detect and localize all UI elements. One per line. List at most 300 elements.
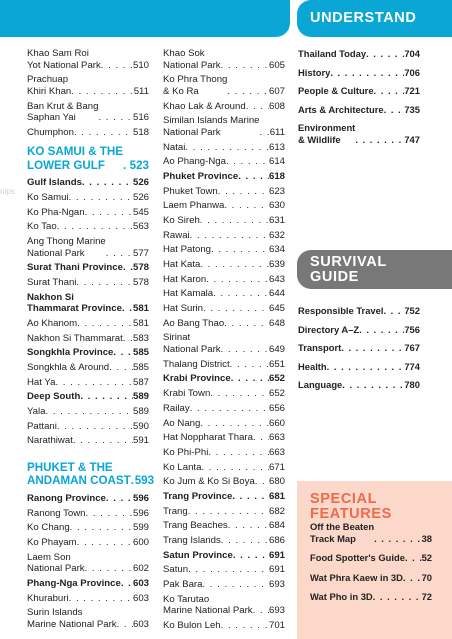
dot-leader: [233, 550, 269, 562]
toc-entry-title: Nakhon Si Thammarat: [27, 332, 123, 344]
toc-entry-title: History: [298, 66, 331, 78]
toc-entry-page: 691: [268, 549, 285, 561]
toc-entry-page: 645: [268, 303, 285, 315]
toc-entry-page: 585: [132, 362, 149, 373]
dot-leader: [231, 373, 269, 385]
toc-entry[interactable]: [163, 115, 285, 138]
toc-entry-page: 38: [421, 532, 432, 544]
survival-list: [298, 305, 420, 398]
dot-leader: [77, 318, 133, 330]
toc-entry-title: Satun: [163, 564, 189, 576]
toc-entry-title: Phuket Province: [163, 170, 239, 182]
toc-entry-title: Language: [298, 379, 343, 391]
toc-entry-page: 704: [404, 48, 420, 59]
toc-entry-page: 599: [132, 522, 149, 534]
toc-entry[interactable]: [298, 379, 420, 391]
dot-leader: [213, 288, 269, 300]
toc-entry-page: 649: [268, 344, 285, 356]
dot-leader: [57, 421, 133, 433]
dot-leader: [200, 215, 269, 227]
toc-entry-title: Pak Bara: [163, 579, 203, 591]
dot-leader: [70, 522, 133, 534]
toc-entry-title: Health: [298, 360, 327, 372]
toc-entry-page: 752: [404, 305, 420, 316]
toc-entry-page: 516: [132, 112, 149, 124]
toc-entry[interactable]: [163, 288, 285, 300]
toc-entry[interactable]: [27, 292, 149, 315]
dot-leader: [190, 230, 269, 242]
dot-leader: [82, 177, 133, 189]
toc-entry-title: Krabi Province: [163, 373, 231, 385]
toc-entry[interactable]: [27, 537, 149, 549]
dot-leader: [230, 359, 269, 371]
dot-leader: [226, 156, 269, 168]
toc-entry-title: Arts & Architecture: [298, 103, 384, 115]
dot-leader: [122, 303, 133, 315]
toc-entry-page: 681: [268, 490, 285, 502]
dot-leader: [86, 508, 133, 520]
special-features-heading: SPECIAL FEATURES: [310, 491, 392, 522]
toc-entry[interactable]: [298, 361, 420, 373]
toc-entry-title: Nakhon Si Thammarat Province: [27, 291, 122, 315]
dot-leader: [221, 344, 269, 356]
toc-entry[interactable]: [163, 156, 285, 168]
toc-entry-page: 581: [132, 317, 149, 329]
toc-entry-page: 605: [268, 59, 285, 71]
toc-entry-page: 693: [268, 605, 285, 617]
dot-leader: [55, 377, 133, 389]
toc-entry-title: Food Spotter's Guide: [310, 552, 405, 564]
toc-entry[interactable]: [163, 550, 285, 562]
toc-entry[interactable]: [27, 277, 149, 289]
toc-entry-title: Responsible Travel: [298, 305, 384, 316]
toc-entry-title: Hat Karon: [163, 273, 207, 285]
dot-leader: [260, 127, 270, 139]
toc-entry[interactable]: [163, 359, 285, 371]
toc-entry-page: 648: [268, 317, 285, 329]
dot-leader: [76, 277, 133, 289]
dot-leader: [101, 60, 133, 72]
toc-entry[interactable]: [163, 303, 285, 315]
toc-entry[interactable]: [298, 342, 420, 354]
toc-entry-page: 600: [132, 536, 149, 548]
toc-entry[interactable]: [27, 522, 149, 534]
toc-entry-title: Yala: [27, 406, 46, 418]
toc-entry-page: 518: [132, 126, 149, 138]
toc-entry[interactable]: [310, 521, 432, 544]
toc-entry-title: Ao Khanom: [27, 317, 78, 329]
toc-entry[interactable]: [310, 591, 432, 603]
toc-entry-title: Similan Islands Marine National Park: [163, 115, 260, 138]
toc-entry[interactable]: [163, 594, 285, 617]
toc-entry-page: 613: [268, 141, 285, 153]
toc-entry[interactable]: [163, 244, 285, 256]
toc-entry-title: Hat Kata: [163, 259, 201, 271]
toc-entry-title: Deep South: [27, 391, 81, 403]
dot-leader: [123, 262, 133, 274]
toc-entry[interactable]: [27, 508, 149, 520]
toc-entry[interactable]: [27, 236, 149, 259]
toc-entry[interactable]: [163, 373, 285, 385]
toc-entry[interactable]: [163, 48, 285, 71]
dot-leader: [374, 85, 405, 97]
toc-entry-title: Khao Sam Roi Yot National Park: [27, 48, 101, 71]
toc-entry[interactable]: [27, 333, 149, 345]
toc-entry[interactable]: [27, 593, 149, 605]
dot-leader: [228, 520, 269, 532]
toc-entry-page: 644: [268, 288, 285, 300]
toc-entry-title: Ang Thong Marine National Park: [27, 236, 106, 259]
toc-entry[interactable]: [27, 435, 149, 447]
toc-entry[interactable]: [298, 67, 420, 79]
toc-entry-page: 643: [268, 273, 285, 285]
toc-entry-page: 756: [404, 323, 420, 335]
dot-leader: [221, 535, 269, 547]
toc-entry-title: Laem Phanwa: [163, 200, 225, 212]
toc-entry-page: 706: [404, 66, 420, 78]
toc-entry-title: Ko Tarutao Marine National Park: [163, 593, 253, 617]
toc-entry[interactable]: [310, 552, 432, 564]
toc-entry-page: 652: [268, 373, 285, 385]
toc-entry[interactable]: [163, 74, 285, 97]
dot-leader: [202, 579, 269, 591]
toc-entry-page: 701: [268, 620, 285, 632]
toc-entry[interactable]: [27, 421, 149, 433]
dot-leader: [255, 476, 269, 488]
dot-leader: [69, 593, 133, 605]
dot-leader: [190, 403, 269, 415]
toc-entry[interactable]: [27, 347, 149, 359]
toc-entry-page: 511: [133, 85, 149, 97]
toc-entry-page: 526: [132, 191, 149, 203]
dot-leader: [74, 127, 133, 139]
toc-entry-page: 603: [132, 618, 149, 630]
toc-entry-page: 70: [421, 571, 432, 583]
toc-entry[interactable]: [163, 447, 285, 459]
toc-entry[interactable]: [163, 506, 285, 518]
toc-entry-page: 671: [268, 461, 285, 473]
toc-entry-title: Sirinat National Park: [163, 332, 221, 356]
toc-entry[interactable]: [27, 493, 149, 505]
toc-entry-title: Ko Tao: [27, 221, 57, 233]
toc-entry-title: Ko Phi-Phi: [163, 446, 209, 458]
toc-entry-page: 545: [132, 206, 149, 218]
toc-column-left: [27, 48, 155, 634]
dot-leader: [221, 620, 269, 632]
toc-entry-page: 632: [268, 229, 285, 241]
toc-entry[interactable]: [27, 318, 149, 330]
section-title-phuket[interactable]: PHUKET & THE ANDAMAN COAST . . . 593: [27, 461, 149, 488]
toc-entry-title: Surat Thani Province: [27, 262, 123, 274]
dot-leader: [121, 578, 133, 590]
dot-leader: [374, 533, 421, 545]
dot-leader: [208, 447, 269, 459]
toc-entry[interactable]: [163, 186, 285, 198]
toc-entry-page: 589: [132, 391, 149, 403]
toc-entry-title: Trang Province: [163, 490, 233, 502]
toc-entry-title: Environment & Wildlife: [298, 122, 356, 145]
toc-entry-title: Ao Bang Thao: [163, 317, 225, 329]
toc-entry[interactable]: [163, 200, 285, 212]
dot-leader: [57, 221, 133, 233]
dot-leader: [203, 303, 269, 315]
header-banner: [0, 0, 290, 37]
toc-entry[interactable]: [163, 462, 285, 474]
dot-leader: [232, 491, 269, 503]
toc-entry-title: Chumphon: [27, 126, 74, 138]
dot-leader: [106, 493, 133, 505]
toc-entry-page: 660: [268, 417, 285, 429]
toc-entry-title: Wat Pho in 3D: [310, 591, 373, 603]
toc-entry-title: Railay: [163, 402, 190, 414]
understand-heading: UNDERSTAND: [297, 0, 452, 37]
page-edge-label: nips: [0, 187, 15, 196]
toc-entry[interactable]: [27, 607, 149, 630]
toc-entry-title: Ao Nang: [163, 417, 201, 429]
toc-entry[interactable]: [27, 48, 149, 71]
toc-entry-page: 577: [132, 247, 149, 259]
toc-entry-page: 721: [404, 85, 420, 97]
toc-entry-page: 596: [132, 492, 149, 504]
toc-entry[interactable]: [27, 101, 149, 124]
toc-entry[interactable]: [27, 377, 149, 389]
toc-entry-page: 589: [132, 406, 149, 418]
toc-entry[interactable]: [163, 432, 285, 444]
toc-entry-title: Narathiwat: [27, 435, 73, 447]
toc-entry-title: Ban Krut & Bang Saphan Yai: [27, 100, 99, 124]
toc-entry[interactable]: [298, 122, 420, 145]
dot-leader: [403, 572, 422, 584]
toc-entry[interactable]: [163, 476, 285, 488]
dot-leader: [327, 361, 405, 373]
dot-leader: [106, 248, 133, 260]
toc-entry[interactable]: [27, 177, 149, 189]
dot-leader: [238, 171, 269, 183]
toc-entry-page: 747: [404, 133, 420, 145]
toc-entry[interactable]: [163, 403, 285, 415]
toc-entry-title: Khuraburi: [27, 592, 69, 604]
toc-entry-page: 578: [132, 262, 149, 274]
toc-entry-page: 611: [269, 126, 285, 138]
toc-entry[interactable]: [27, 578, 149, 590]
toc-entry-page: 780: [404, 379, 420, 391]
toc-entry-page: 581: [132, 303, 149, 315]
toc-entry-title: Thailand Today: [298, 48, 367, 59]
toc-entry[interactable]: [163, 215, 285, 227]
toc-entry-title: Ao Phang-Nga: [163, 156, 226, 168]
dot-leader: [80, 391, 133, 403]
toc-entry[interactable]: [163, 230, 285, 242]
toc-entry-page: 578: [132, 276, 149, 288]
understand-list: [298, 48, 420, 153]
dot-leader: [200, 259, 269, 271]
dot-leader: [227, 86, 269, 98]
toc-entry[interactable]: [27, 391, 149, 403]
toc-entry-title: Songkhla & Around: [27, 362, 110, 373]
toc-entry-title: Satun Province: [163, 549, 233, 561]
toc-entry[interactable]: [163, 418, 285, 430]
toc-entry[interactable]: [163, 579, 285, 591]
toc-entry-page: 603: [132, 577, 149, 589]
toc-entry[interactable]: [27, 362, 149, 374]
toc-entry-title: Phuket Town: [163, 185, 218, 197]
toc-entry-title: Laem Son National Park: [27, 551, 85, 575]
toc-entry-title: Natai: [163, 141, 186, 153]
toc-entry[interactable]: [27, 262, 149, 274]
toc-entry[interactable]: [163, 620, 285, 632]
toc-entry-page: 618: [268, 170, 285, 182]
toc-column-middle: [163, 48, 285, 635]
toc-entry-title: Hat Noppharat Thara: [163, 432, 253, 444]
dot-leader: [341, 342, 404, 354]
toc-entry-title: Off the Beaten Track Map: [310, 521, 375, 544]
dot-leader: [188, 506, 269, 518]
toc-entry-title: Hat Ya: [27, 376, 56, 388]
toc-entry-page: 583: [132, 332, 149, 344]
toc-entry[interactable]: [298, 48, 420, 60]
dot-leader: [253, 605, 269, 617]
survival-guide-heading: SURVIVAL GUIDE: [297, 250, 452, 289]
toc-entry-page: 72: [421, 591, 432, 603]
toc-entry-title: Ranong Province: [27, 492, 106, 504]
toc-entry[interactable]: [163, 274, 285, 286]
toc-entry[interactable]: [163, 535, 285, 547]
toc-entry-title: Wat Phra Kaew in 3D: [310, 571, 403, 583]
toc-entry-title: Ko Chang: [27, 522, 70, 534]
toc-entry-title: Ko Phayam: [27, 536, 77, 548]
toc-entry-title: Hat Surin: [163, 303, 203, 315]
toc-entry-page: 634: [268, 244, 285, 256]
toc-entry[interactable]: [27, 192, 149, 204]
toc-entry[interactable]: [163, 101, 285, 113]
toc-entry-page: 607: [268, 85, 285, 97]
toc-entry-title: Directory A–Z: [298, 323, 360, 335]
toc-entry-title: Gulf Islands: [27, 177, 82, 189]
toc-entry-title: Hat Kamala: [163, 288, 214, 300]
toc-entry[interactable]: [163, 491, 285, 503]
toc-entry-title: Rawai: [163, 229, 190, 241]
section-title-ko-samui[interactable]: KO SAMUI & THE LOWER GULF . . . 523: [27, 145, 149, 172]
toc-entry-page: 693: [268, 579, 285, 591]
dot-leader: [384, 104, 405, 116]
toc-entry-page: 767: [404, 342, 420, 354]
dot-leader: [253, 432, 269, 444]
toc-entry-page: 603: [132, 592, 149, 604]
dot-leader: [355, 134, 404, 146]
dot-leader: [123, 333, 133, 345]
toc-entry[interactable]: [163, 171, 285, 183]
dot-leader: [224, 318, 269, 330]
dot-leader: [218, 186, 269, 198]
dot-leader: [366, 48, 404, 60]
toc-entry-title: Trang: [163, 505, 188, 517]
toc-entry[interactable]: [298, 104, 420, 116]
toc-entry-title: Ko Jum & Ko Si Boya: [163, 476, 255, 488]
toc-entry[interactable]: [163, 259, 285, 271]
dot-leader: [98, 112, 133, 124]
toc-entry-title: Surin Islands Marine National Park: [27, 607, 117, 630]
toc-entry[interactable]: [298, 85, 420, 97]
toc-entry[interactable]: [163, 520, 285, 532]
toc-entry-page: 663: [268, 432, 285, 444]
toc-entry-page: 526: [132, 177, 149, 189]
toc-entry[interactable]: [27, 207, 149, 219]
toc-entry-page: 774: [404, 360, 420, 372]
toc-entry[interactable]: [298, 305, 420, 317]
toc-entry[interactable]: [27, 127, 149, 139]
toc-entry[interactable]: [163, 332, 285, 355]
toc-entry-page: 691: [268, 564, 285, 576]
dot-leader: [113, 347, 133, 359]
dot-leader: [224, 200, 269, 212]
dot-leader: [221, 60, 269, 72]
dot-leader: [342, 379, 404, 391]
toc-entry[interactable]: [298, 324, 420, 336]
toc-entry[interactable]: [27, 74, 149, 97]
toc-entry-title: Krabi Town: [163, 388, 211, 400]
toc-entry-title: Trang Islands: [163, 535, 221, 546]
dot-leader: [71, 86, 133, 98]
toc-entry-page: 52: [421, 552, 432, 564]
toc-entry-page: 590: [132, 420, 149, 432]
toc-entry-page: 656: [268, 402, 285, 414]
toc-entry-page: 663: [268, 446, 285, 458]
toc-entry-title: Hat Patong: [163, 244, 212, 256]
toc-entry-page: 591: [132, 435, 149, 447]
toc-entry-page: 735: [404, 103, 420, 115]
dot-leader: [201, 462, 269, 474]
toc-entry-title: Surat Thani: [27, 276, 77, 288]
toc-entry[interactable]: [163, 388, 285, 400]
dot-leader: [185, 142, 269, 154]
toc-entry-page: 585: [132, 347, 149, 359]
toc-entry-page: 563: [132, 221, 149, 233]
toc-entry-page: 623: [268, 185, 285, 197]
special-features-list: [310, 521, 432, 611]
toc-entry-page: 510: [132, 59, 149, 71]
dot-leader: [85, 563, 133, 575]
toc-entry-title: Songkhla Province: [27, 347, 114, 359]
dot-leader: [117, 619, 133, 631]
toc-entry-page: 631: [268, 214, 285, 226]
toc-entry-title: Transport: [298, 342, 342, 354]
dot-leader: [330, 67, 404, 79]
dot-leader: [46, 406, 133, 418]
dot-leader: [206, 274, 269, 286]
dot-leader: [85, 207, 133, 219]
toc-entry[interactable]: [310, 572, 432, 584]
toc-entry[interactable]: [27, 552, 149, 575]
toc-entry-page: 630: [268, 200, 285, 212]
toc-entry[interactable]: [27, 221, 149, 233]
toc-entry[interactable]: [163, 564, 285, 576]
toc-entry-title: People & Culture: [298, 85, 374, 97]
toc-entry-title: Ko Phra Thong & Ko Ra: [163, 74, 228, 97]
toc-entry-page: 651: [268, 358, 285, 370]
dot-leader: [246, 101, 269, 113]
toc-entry-title: Trang Beaches: [163, 520, 228, 532]
dot-leader: [359, 324, 404, 336]
toc-entry-title: Khao Sok National Park: [163, 48, 221, 71]
toc-entry-title: Ko Bulon Leh: [163, 620, 221, 632]
toc-entry-title: Ko Sireh: [163, 214, 200, 226]
toc-entry[interactable]: [27, 406, 149, 418]
toc-entry[interactable]: [163, 318, 285, 330]
dot-leader: [210, 388, 269, 400]
toc-entry-page: 602: [132, 563, 149, 575]
toc-entry-title: Thalang District: [163, 358, 230, 370]
toc-entry[interactable]: [163, 142, 285, 154]
